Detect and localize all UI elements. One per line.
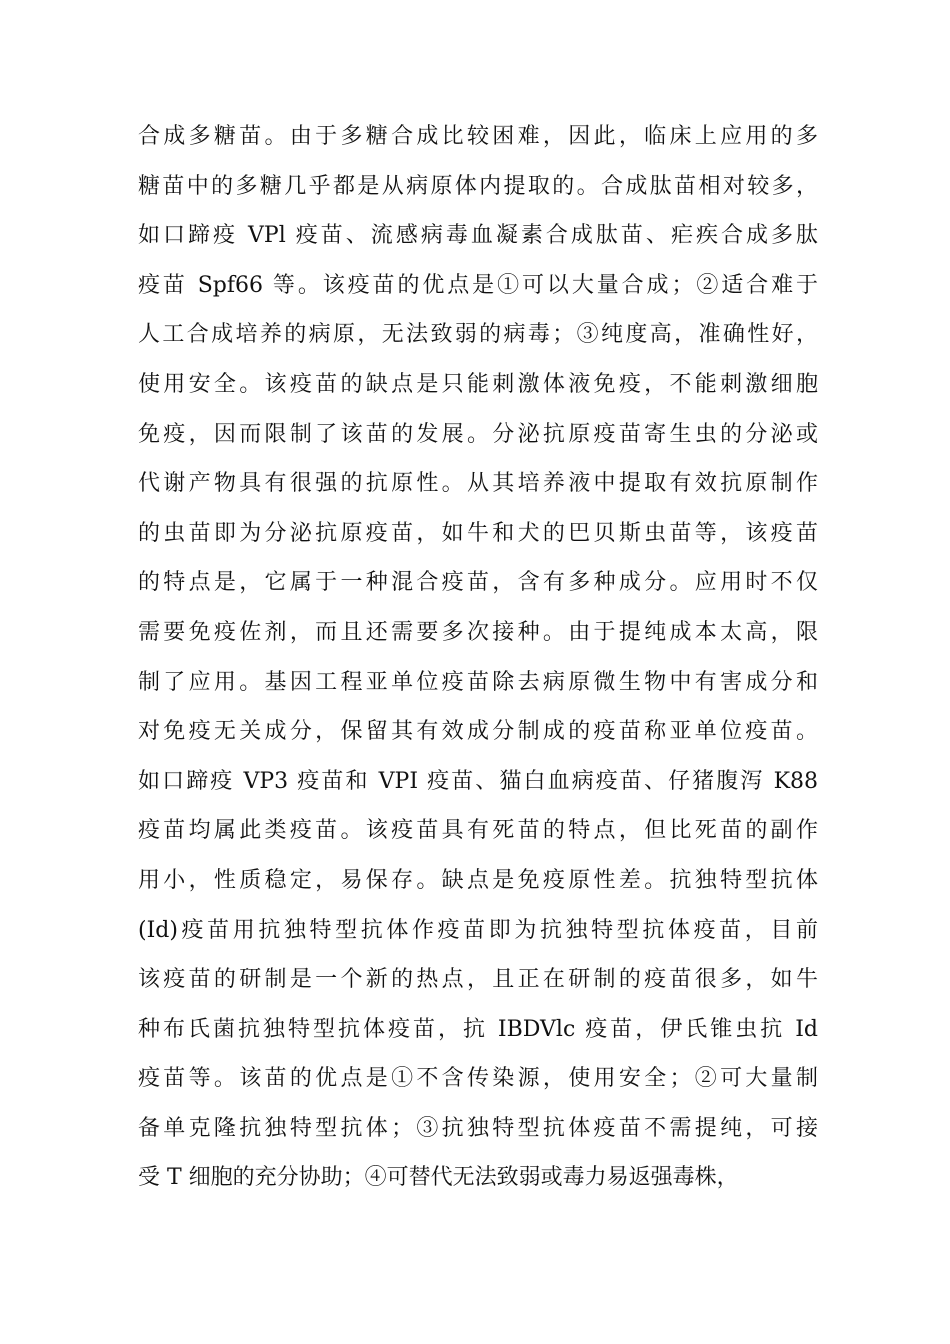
text-line-16: 用小，性质稳定，易保存。缺点是免疫原性差。抗独特型抗体 — [138, 867, 818, 893]
text-line-22: 受 T 细胞的充分协助；④可替代无法致弱或毒力易返强毒株， — [138, 1165, 739, 1191]
text-line-18: 该疫苗的研制是一个新的热点，且正在研制的疫苗很多，如牛 — [138, 967, 818, 993]
body-text — [138, 112, 818, 1203]
text-line-20: 疫苗等。该苗的优点是①不含传染源，使用安全；②可大量制 — [138, 1066, 818, 1092]
text-line-4: 疫苗 Spf66 等。该疫苗的优点是①可以大量合成；②适合难于 — [138, 272, 818, 298]
text-line-6: 使用安全。该疫苗的缺点是只能刺激体液免疫，不能刺激细胞 — [138, 371, 818, 397]
text-line-14: 如口蹄疫 VP3 疫苗和 VPI 疫苗、猫白血病疫苗、仔猪腹泻 K88 — [138, 768, 818, 794]
text-line-8: 代谢产物具有很强的抗原性。从其培养液中提取有效抗原制作 — [138, 471, 818, 497]
text-line-7: 免疫，因而限制了该苗的发展。分泌抗原疫苗寄生虫的分泌或 — [138, 421, 818, 447]
text-line-13: 对免疫无关成分，保留其有效成分制成的疫苗称亚单位疫苗。 — [138, 719, 818, 745]
text-line-17: (Id)疫苗用抗独特型抗体作疫苗即为抗独特型抗体疫苗，目前 — [138, 917, 818, 943]
text-line-15: 疫苗均属此类疫苗。该疫苗具有死苗的特点，但比死苗的副作 — [138, 818, 818, 844]
text-line-2: 糖苗中的多糖几乎都是从病原体内提取的。合成肽苗相对较多， — [138, 173, 818, 199]
text-line-12: 制了应用。基因工程亚单位疫苗除去病原微生物中有害成分和 — [138, 669, 818, 695]
text-line-19: 种布氏菌抗独特型抗体疫苗，抗 IBDVlc 疫苗，伊氏锥虫抗 Id — [138, 1016, 818, 1042]
text-line-1: 合成多糖苗。由于多糖合成比较困难，因此，临床上应用的多 — [138, 124, 818, 149]
text-line-11: 需要免疫佐剂，而且还需要多次接种。由于提纯成本太高，限 — [138, 619, 818, 645]
text-line-9: 的虫苗即为分泌抗原疫苗，如牛和犬的巴贝斯虫苗等，该疫苗 — [138, 520, 818, 546]
text-line-3: 如口蹄疫 VPl 疫苗、流感病毒血凝素合成肽苗、疟疾合成多肽 — [138, 223, 818, 249]
text-line-5: 人工合成培养的病原，无法致弱的病毒；③纯度高，准确性好， — [138, 322, 818, 348]
text-line-10: 的特点是，它属于一种混合疫苗，含有多种成分。应用时不仅 — [138, 570, 818, 596]
text-line-21: 备单克隆抗独特型抗体；③抗独特型抗体疫苗不需提纯，可接 — [138, 1115, 818, 1141]
